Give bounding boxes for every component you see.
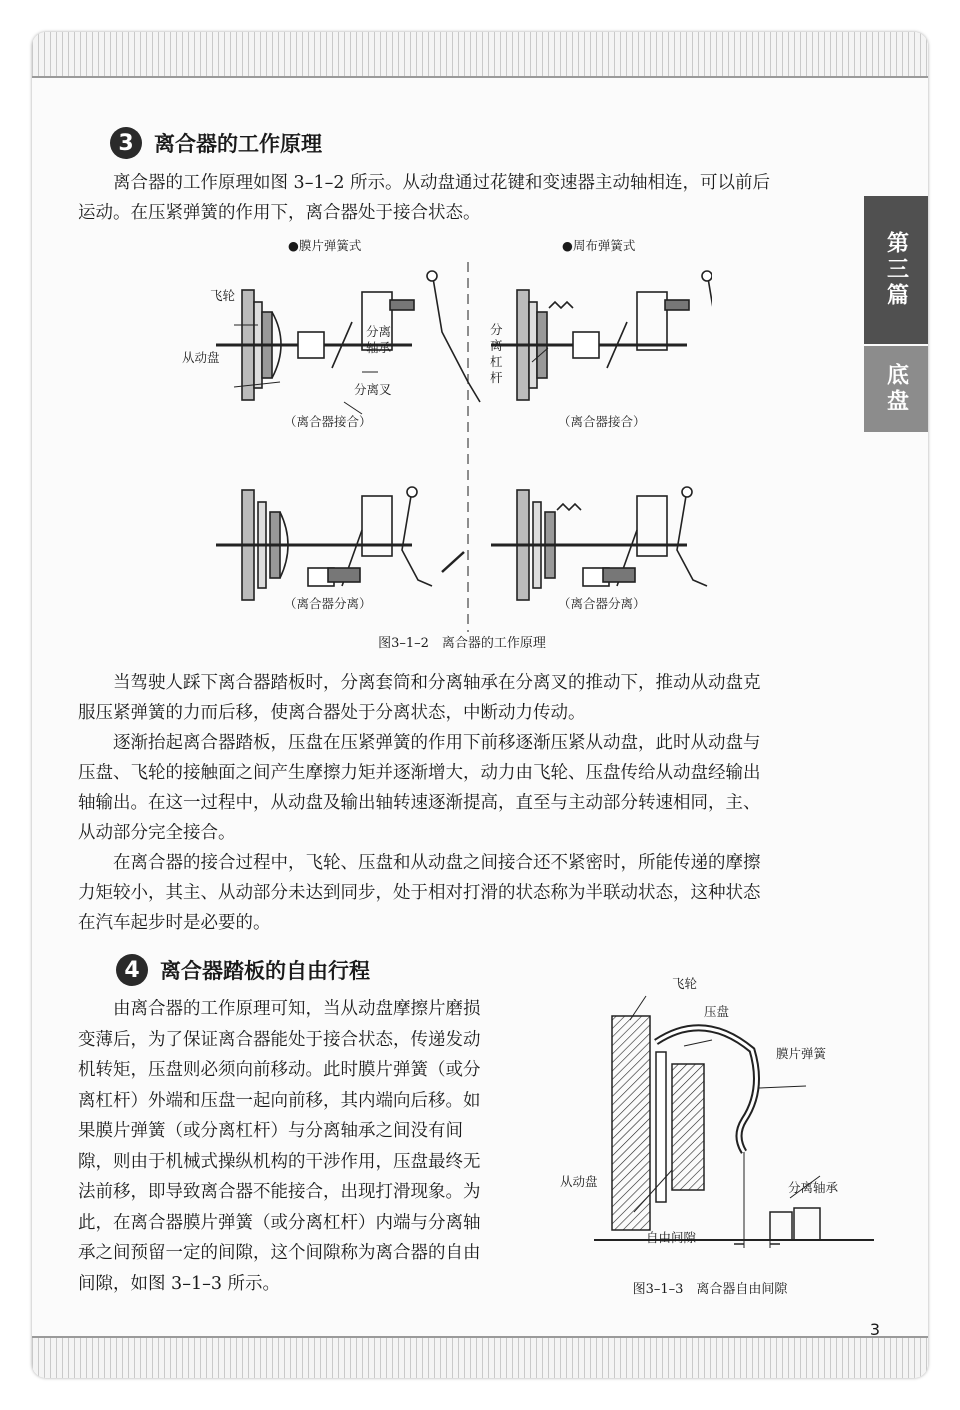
para-line: 当驾驶人踩下离合器踏板时，分离套筒和分离轴承在分离叉的推动下，推动从动盘克 <box>113 673 761 693</box>
body-paragraph-2 <box>78 728 842 848</box>
para-line: 轴输出。在这一过程中，从动盘及输出轴转速逐渐提高，直至与主动部分转速相同，主、 <box>78 793 761 813</box>
intro-line: 离合器的工作原理如图 3–1–2 所示。从动盘通过花键和变速器主动轴相连，可以前后 <box>113 173 771 193</box>
fig3-label-pressure-plate: 压盘 <box>704 1004 730 1019</box>
bottom-border-line <box>32 1336 928 1338</box>
body-paragraph-3 <box>78 848 842 938</box>
section4-number: 4 <box>116 954 148 986</box>
book-page <box>32 32 928 1378</box>
section4-heading <box>116 954 370 986</box>
section3-title: 离合器的工作原理 <box>154 132 322 156</box>
caption-engaged-right: （离合器接合） <box>558 414 646 429</box>
para-line: 法前移，即导致离合器不能接合，出现打滑现象。为 <box>78 1182 481 1202</box>
para-line: 变薄后，为了保证离合器能处于接合状态，传递发动 <box>78 1029 481 1050</box>
caption-engaged-left: （离合器接合） <box>284 414 372 429</box>
label-diaphragm-type: ●膜片弹簧式 <box>288 238 362 253</box>
para-line: 力矩较小，其主、从动部分未达到同步，处于相对打滑的状态称为半联动状态，这种状态 <box>78 883 761 903</box>
section4-title: 离合器踏板的自由行程 <box>160 959 370 983</box>
side-tab-section: 底盘 <box>864 346 928 432</box>
label-release-lever: 分离杠杆 <box>490 322 503 385</box>
figure2-caption: 图3–1–2 离合器的工作原理 <box>378 636 546 651</box>
label-coil-type: ●周布弹簧式 <box>562 238 636 253</box>
para-line: 承之间预留一定的间隙，这个间隙称为离合器的自由 <box>78 1243 481 1263</box>
para-line: 此，在离合器膜片弹簧（或分离杠杆）内端与分离轴 <box>78 1212 481 1233</box>
para-line: 由离合器的工作原理可知，当从动盘摩擦片磨损 <box>113 999 481 1019</box>
figure-free-gap <box>584 980 884 1270</box>
section3-intro <box>78 168 842 228</box>
fig3-label-driven-disc: 从动盘 <box>560 1174 598 1189</box>
page-number: 3 <box>869 1320 880 1339</box>
figure3-caption: 图3–1–3 离合器自由间隙 <box>632 1282 788 1297</box>
para-line: 压盘、飞轮的接触面之间产生摩擦力矩并逐渐增大，动力由飞轮、压盘传给从动盘经输出 <box>78 763 761 783</box>
para-line: 隙，则由于机械式操纵机构的干涉作用，压盘最终无 <box>78 1151 481 1172</box>
free-gap-diagram <box>584 980 884 1270</box>
section4-body <box>78 994 536 1299</box>
para-line: 从动部分完全接合。 <box>78 823 236 843</box>
side-tab-part: 第三篇 <box>864 196 928 344</box>
label-release-fork: 分离叉 <box>354 382 392 397</box>
para-line: 服压紧弹簧的力而后移，使离合器处于分离状态，中断动力传动。 <box>78 703 586 723</box>
para-line: 机转矩，压盘则必须向前移动。此时膜片弹簧（或分 <box>78 1060 481 1080</box>
top-border-stripes <box>32 32 928 76</box>
fig3-label-release-bearing: 分离轴承 <box>788 1180 839 1195</box>
section3-number: 3 <box>110 127 142 159</box>
bottom-border-stripes <box>32 1338 928 1378</box>
top-border-line <box>32 76 928 78</box>
para-line: 离杠杆）外端和压盘一起向前移，其内端向后移。如 <box>78 1090 481 1111</box>
caption-disengaged-left: （离合器分离） <box>284 596 372 611</box>
label-driven-disc: 从动盘 <box>182 350 220 365</box>
fig3-label-flywheel: 飞轮 <box>672 976 698 991</box>
caption-disengaged-right: （离合器分离） <box>558 596 646 611</box>
section3-heading <box>110 127 322 159</box>
para-line: 间隙，如图 3–1–3 所示。 <box>78 1273 281 1294</box>
para-line: 果膜片弹簧（或分离杠杆）与分离轴承之间没有间 <box>78 1121 463 1141</box>
intro-line: 运动。在压紧弹簧的作用下，离合器处于接合状态。 <box>78 203 481 223</box>
fig3-label-diaphragm-spring: 膜片弹簧 <box>776 1046 827 1061</box>
body-paragraph-1 <box>78 668 842 728</box>
fig3-label-free-gap: 自由间隙 <box>646 1230 697 1245</box>
label-release-bearing: 分离轴承 <box>366 324 392 355</box>
label-flywheel: 飞轮 <box>210 288 236 303</box>
para-line: 在汽车起步时是必要的。 <box>78 913 271 933</box>
para-line: 在离合器的接合过程中，飞轮、压盘和从动盘之间接合还不紧密时，所能传递的摩擦 <box>113 853 761 873</box>
para-line: 逐渐抬起离合器踏板，压盘在压紧弹簧的作用下前移逐渐压紧从动盘，此时从动盘与 <box>113 733 761 753</box>
